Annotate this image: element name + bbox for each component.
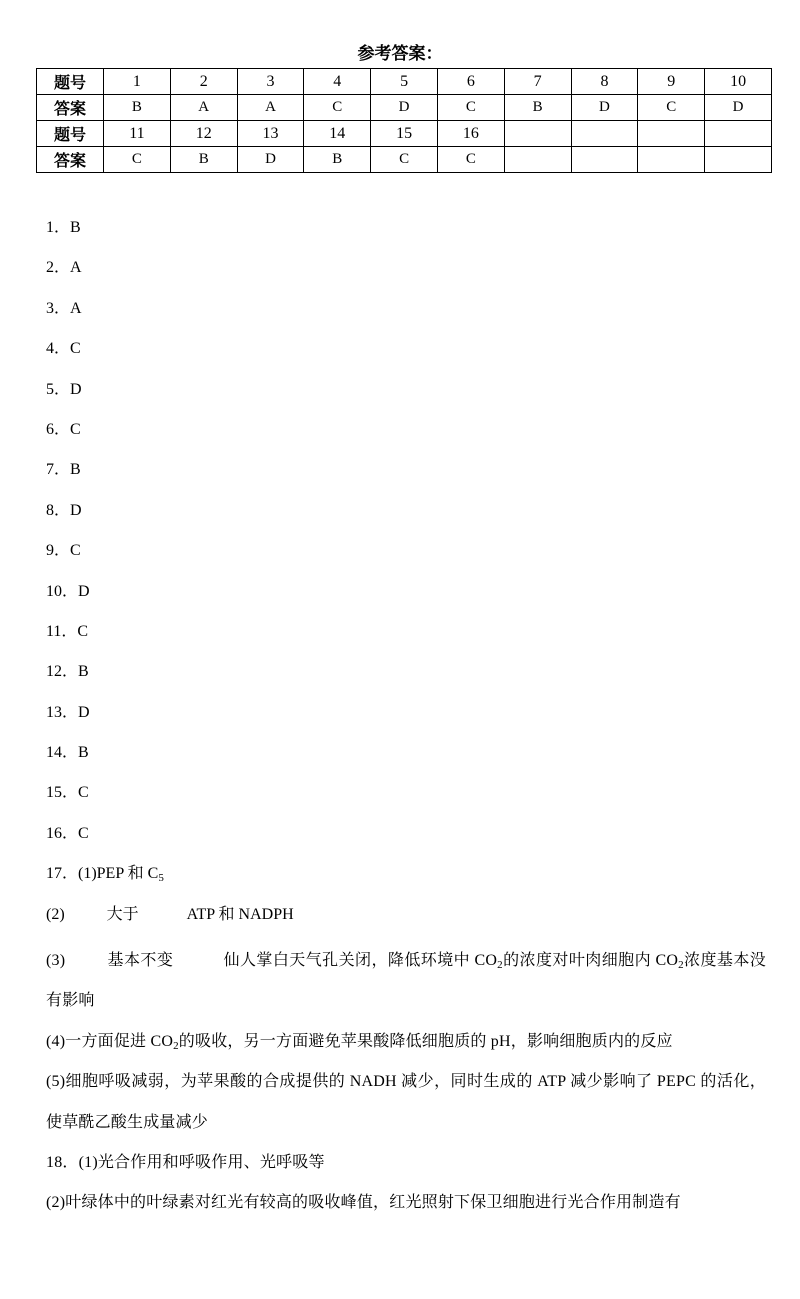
subscript: 2 xyxy=(173,1039,179,1052)
q18-part2: (2)叶绿体中的叶绿素对红光有较高的吸收峰值，红光照射下保卫细胞进行光合作用制造有 xyxy=(46,1194,681,1212)
answer-table xyxy=(36,68,772,173)
answer-line: 16．C xyxy=(46,824,89,842)
answer-cell: A xyxy=(170,95,237,121)
answer-cell: B xyxy=(170,147,237,173)
q17-part2-answer-b: ATP 和 NADPH xyxy=(186,905,294,923)
answer-line: 8．D xyxy=(46,501,82,519)
table-row xyxy=(37,95,772,121)
answer-cell: C xyxy=(437,147,504,173)
answer-line: 7．B xyxy=(46,461,81,479)
question-number: 10 xyxy=(705,69,772,95)
answer-line: 11．C xyxy=(46,622,89,640)
question-number: 9 xyxy=(638,69,705,95)
answer-cell: B xyxy=(304,147,371,173)
question-number: 7 xyxy=(504,69,571,95)
subscript: 2 xyxy=(497,959,503,972)
q17-part4 xyxy=(46,1022,766,1062)
answer-cell xyxy=(638,147,705,173)
table-row xyxy=(37,121,772,147)
answer-cell: C xyxy=(104,147,171,173)
answer-line: 9．C xyxy=(46,542,81,560)
part-label: (2) xyxy=(46,905,65,923)
answer-line: 6．C xyxy=(46,420,81,438)
question-number: 6 xyxy=(437,69,504,95)
answer-cell: C xyxy=(638,95,705,121)
q17-part4-text-1: (4)一方面促进 CO xyxy=(46,1032,174,1050)
question-number xyxy=(571,121,638,147)
q17-part3 xyxy=(46,941,766,1022)
q17-part3-text-1: 仙人掌白天气孔关闭，降低环境中 CO xyxy=(223,952,498,970)
answer-line: 2．A xyxy=(46,259,82,277)
question-number: 15 xyxy=(371,121,438,147)
question-number: 2 xyxy=(170,69,237,95)
part-label: (3) xyxy=(46,952,66,970)
answer-cell: B xyxy=(504,95,571,121)
q17-part5: (5)细胞呼吸减弱，为苹果酸的合成提供的 NADH 减少，同时生成的 ATP 减少影响了 PEPC 的活化，使草酰乙酸生成量减少 xyxy=(46,1073,766,1131)
q17-part3-text-2: 的浓度对叶肉细胞内 CO xyxy=(502,952,679,970)
answer-line: 1．B xyxy=(46,219,81,236)
answer-cell xyxy=(504,147,571,173)
answer-cell: D xyxy=(571,95,638,121)
question-number: 12 xyxy=(170,121,237,147)
question-number: 8 xyxy=(571,69,638,95)
question-number: 5 xyxy=(371,69,438,95)
question-number: 3 xyxy=(237,69,304,95)
table-row xyxy=(37,69,772,95)
answer-cell xyxy=(571,147,638,173)
subscript: 2 xyxy=(678,959,684,972)
answer-key-title: 参考答案： xyxy=(357,44,443,64)
answer-line: 12．B xyxy=(46,663,89,681)
q17-part3-text-3: 浓度基本没有影响 xyxy=(46,952,766,1010)
q17-part2 xyxy=(46,901,766,941)
answer-explanations xyxy=(46,214,766,1224)
answer-line: 3．A xyxy=(46,299,82,317)
answer-cell: D xyxy=(371,95,438,121)
row-label-question: 题号 xyxy=(37,121,104,147)
q17-part4-text-2: 的吸收，另一方面避免苹果酸降低细胞质的 pH，影响细胞质内的反应 xyxy=(178,1032,673,1050)
answer-cell: B xyxy=(104,95,171,121)
answer-cell: C xyxy=(371,147,438,173)
question-number: 1 xyxy=(104,69,171,95)
q17-part3-answer-a: 基本不变 xyxy=(107,952,174,970)
answer-cell: C xyxy=(304,95,371,121)
question-number: 11 xyxy=(104,121,171,147)
answer-line: 14．B xyxy=(46,744,89,762)
row-label-question: 题号 xyxy=(37,69,104,95)
question-number: 16 xyxy=(437,121,504,147)
question-number xyxy=(638,121,705,147)
answer-line: 15．C xyxy=(46,784,89,802)
answer-cell: D xyxy=(705,95,772,121)
answer-cell: D xyxy=(237,147,304,173)
q17-part1 xyxy=(46,860,766,900)
row-label-answer: 答案 xyxy=(37,95,104,121)
q18-part1: 18．(1)光合作用和呼吸作用、光呼吸等 xyxy=(46,1154,325,1172)
question-number: 13 xyxy=(237,121,304,147)
answer-cell: A xyxy=(237,95,304,121)
answer-line: 13．D xyxy=(46,703,90,721)
answer-line: 4．C xyxy=(46,340,81,358)
question-number: 14 xyxy=(304,121,371,147)
row-label-answer: 答案 xyxy=(37,147,104,173)
answer-line: 5．D xyxy=(46,380,82,398)
answer-cell xyxy=(705,147,772,173)
q17-part2-answer-a: 大于 xyxy=(106,905,139,923)
table-row xyxy=(37,147,772,173)
question-number xyxy=(504,121,571,147)
question-number xyxy=(705,121,772,147)
subscript: 5 xyxy=(158,872,164,885)
answer-cell: C xyxy=(437,95,504,121)
answer-line: 10．D xyxy=(46,582,90,600)
question-number: 4 xyxy=(304,69,371,95)
q17-part1-text: 17．(1)PEP 和 C xyxy=(46,865,159,883)
